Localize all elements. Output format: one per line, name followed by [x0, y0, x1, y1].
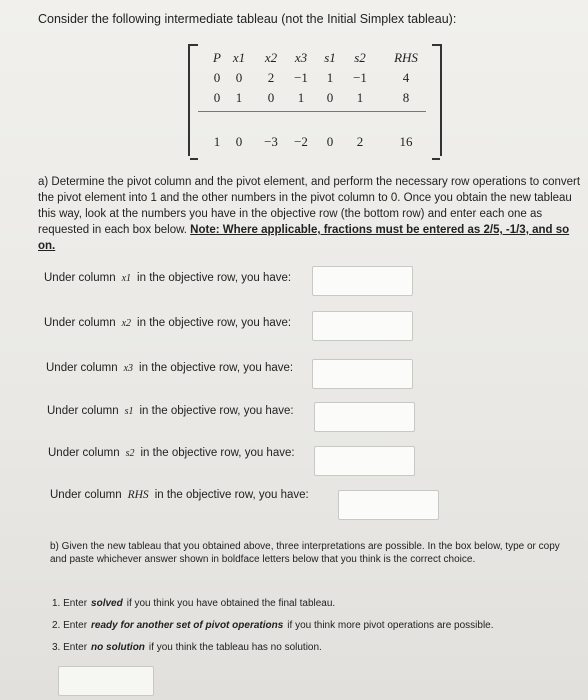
tableau-cell: 0: [213, 90, 221, 105]
option-prefix: 1. Enter: [52, 598, 88, 609]
option-suffix: if you think the tableau has no solution.: [148, 642, 322, 653]
answer-x2-input[interactable]: [312, 311, 413, 341]
option-no-solution: [52, 642, 322, 653]
question-suffix: in the objective row, you have:: [137, 272, 292, 284]
tableau-cell: −2: [294, 134, 308, 149]
tableau-cell: 0: [326, 134, 334, 149]
simplex-tableau: [188, 44, 442, 156]
answer-rhs-input[interactable]: [338, 490, 439, 520]
part-a-instructions: [38, 174, 583, 254]
question-prefix: Under column: [47, 405, 119, 417]
question-suffix: in the objective row, you have:: [137, 317, 292, 329]
tableau-cell: 4: [402, 70, 410, 85]
tableau-cell: 1: [213, 134, 221, 149]
tableau-header: x1: [232, 50, 246, 65]
answer-s2-input[interactable]: [314, 446, 415, 476]
question-s2: [48, 447, 295, 459]
question-var: RHS: [127, 489, 149, 501]
tableau-cell: −3: [264, 134, 278, 149]
tableau-cell: 2: [267, 70, 275, 85]
option-ready: [52, 620, 494, 631]
tableau-divider: [198, 111, 426, 112]
tableau-cell: 0: [213, 70, 221, 85]
question-s1: [47, 405, 294, 417]
option-suffix: if you think more pivot operations are possible.: [287, 620, 494, 631]
question-prefix: Under column: [46, 362, 118, 374]
option-keyword: ready for another set of pivot operations: [91, 620, 284, 631]
option-prefix: 3. Enter: [52, 642, 88, 653]
part-a-text: a) Determine the pivot column and the pivot element, and perform the necessary row operations to convert the pivot element into 1 and the other numbers in the pivot column to 0. Once you obtain the new tableau this way, look at the numbers you have in the objective row (the bottom row) and enter each one as requested in each box below.: [38, 176, 581, 236]
question-suffix: in the objective row, you have:: [139, 405, 294, 417]
tableau-header: s1: [324, 50, 336, 65]
tableau-cell: 1: [326, 70, 334, 85]
option-prefix: 2. Enter: [52, 620, 88, 631]
tableau-cell: −1: [353, 70, 367, 85]
question-var: x3: [123, 363, 134, 374]
intro-text: Consider the following intermediate tableau (not the Initial Simplex tableau):: [38, 12, 457, 26]
tableau-header-row: [190, 50, 440, 70]
option-suffix: if you think you have obtained the final tableau.: [126, 598, 336, 609]
question-x1: [44, 272, 291, 284]
answer-s1-input[interactable]: [314, 402, 415, 432]
tableau-cell: 0: [267, 90, 275, 105]
tableau-row: [190, 70, 440, 90]
tableau-cell: 1: [235, 90, 243, 105]
option-keyword: solved: [91, 598, 123, 609]
question-prefix: Under column: [44, 317, 116, 329]
tableau-cell: 16: [399, 134, 413, 149]
tableau-cell: 0: [326, 90, 334, 105]
question-x3: [46, 362, 293, 374]
question-prefix: Under column: [48, 447, 120, 459]
question-var: s1: [124, 406, 134, 417]
tableau-objective-row: [190, 134, 440, 154]
option-keyword: no solution: [91, 642, 145, 653]
answer-x1-input[interactable]: [312, 266, 413, 296]
answer-x3-input[interactable]: [312, 359, 413, 389]
tableau-cell: 2: [356, 134, 364, 149]
question-rhs: [50, 489, 309, 501]
question-prefix: Under column: [44, 272, 116, 284]
tableau-cell: 1: [356, 90, 364, 105]
tableau-cell: 8: [402, 90, 410, 105]
tableau-header: x3: [294, 50, 308, 65]
part-b-instructions: b) Given the new tableau that you obtained above, three interpretations are possible. In the box below, type or copy and paste whichever answer shown in boldface letters below that you think is the correct choice.: [50, 541, 560, 565]
option-solved: [52, 598, 335, 609]
question-var: x1: [121, 273, 132, 284]
question-var: x2: [121, 318, 132, 329]
fraction-note: Note: Where applicable, fractions must be entered as 2/5, -1/3, and so on.: [38, 224, 570, 252]
tableau-cell: 0: [235, 134, 243, 149]
tableau-header: RHS: [394, 50, 418, 65]
tableau-cell: −1: [294, 70, 308, 85]
part-b-answer-input[interactable]: [58, 666, 154, 696]
tableau-header: x2: [264, 50, 278, 65]
question-suffix: in the objective row, you have:: [139, 362, 294, 374]
question-prefix: Under column: [50, 489, 122, 501]
question-suffix: in the objective row, you have:: [140, 447, 295, 459]
question-x2: [44, 317, 291, 329]
tableau-row: [190, 90, 440, 110]
question-suffix: in the objective row, you have:: [154, 489, 309, 501]
tableau-header: s2: [354, 50, 366, 65]
tableau-header: P: [213, 50, 221, 65]
tableau-cell: 1: [297, 90, 305, 105]
question-var: s2: [125, 448, 135, 459]
tableau-cell: 0: [235, 70, 243, 85]
